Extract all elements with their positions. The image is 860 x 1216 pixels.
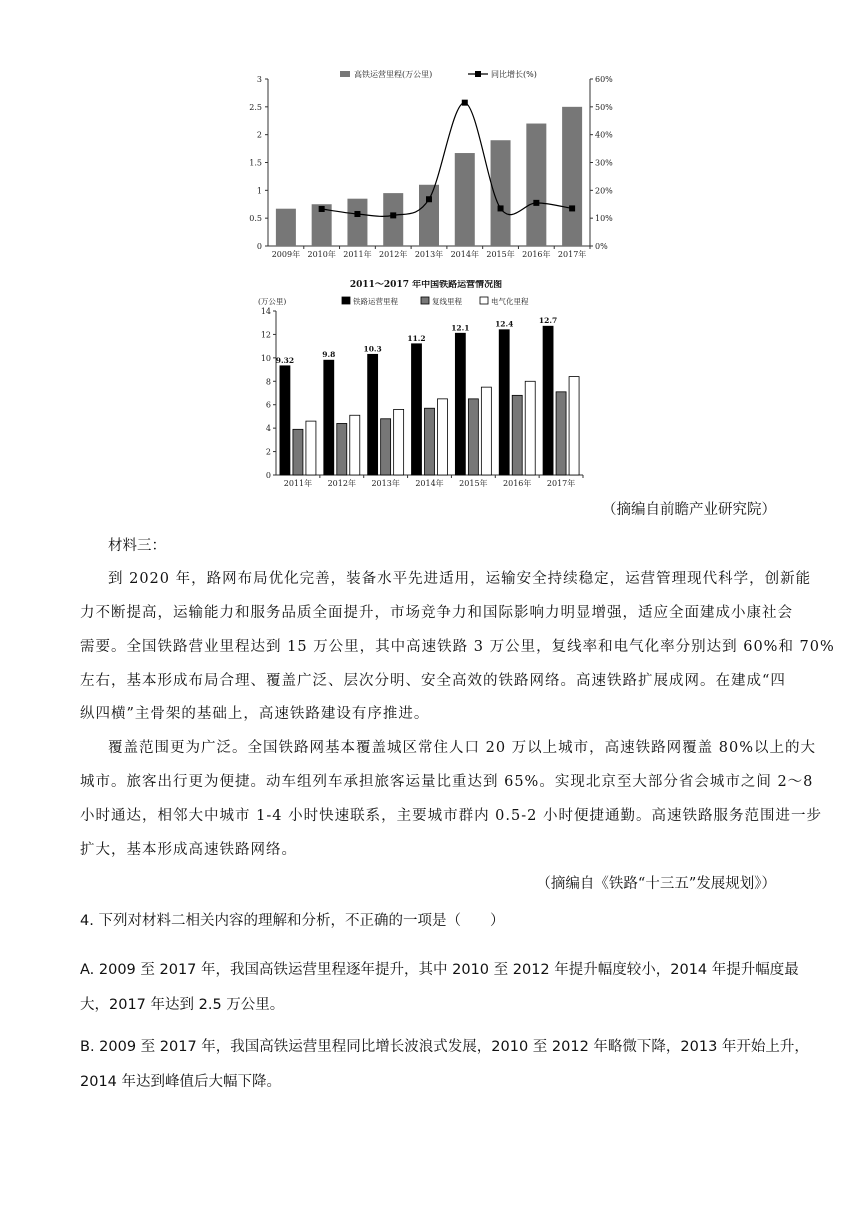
bar-double-track — [381, 419, 391, 475]
y2-tick-label: 60% — [595, 75, 613, 84]
legend-label: 电气化里程 — [491, 297, 529, 306]
legend-swatch-marker — [475, 71, 481, 77]
legend-swatch — [342, 297, 350, 304]
bar-rail-mileage — [280, 366, 290, 475]
bar-hsr-mileage — [419, 185, 439, 246]
y-tick-label: 6 — [265, 400, 271, 410]
paragraph-line: 覆盖范围更为广泛。全国铁路网基本覆盖城区常住人口 20 万以上城市，高速铁路网覆盖 80%以上的大 — [108, 740, 817, 756]
bar-hsr-mileage — [562, 107, 582, 246]
x-tick-label: 2014年 — [415, 479, 444, 488]
data-label: 10.3 — [363, 344, 382, 354]
y-tick-label: 8 — [265, 377, 271, 387]
question-stem: 4. 下列对材料二相关内容的理解和分析，不正确的一项是（ ） — [80, 913, 505, 929]
y2-tick-label: 40% — [595, 130, 613, 140]
data-label: 12.1 — [451, 323, 470, 333]
source-note-1: （摘编自前瞻产业研究院） — [602, 502, 776, 518]
y-tick-label: 3 — [256, 75, 262, 84]
bar-rail-mileage — [324, 360, 334, 475]
x-tick-label: 2013年 — [414, 250, 444, 259]
y-tick-label: 2 — [265, 447, 271, 457]
legend-label: 高铁运营里程(万公里) — [354, 70, 433, 79]
bar-hsr-mileage — [455, 153, 475, 246]
paragraph-line: 扩大，基本形成高速铁路网络。 — [80, 842, 297, 858]
x-tick-label: 2009年 — [271, 250, 301, 259]
data-label: 12.7 — [538, 316, 558, 326]
y-tick-label: 0 — [256, 242, 262, 251]
paragraph-line: 城市。旅客出行更为便捷。动车组列车承担旅客运量比重达到 65%。实现北京至大部分省会城市之间 2～8 — [80, 774, 814, 790]
paragraph-line: 力不断提高，运输能力和服务品质全面提升，市场竞争力和国际影响力明显增强，适应全面建成小康社会 — [80, 605, 793, 621]
bar-rail-mileage — [455, 333, 465, 475]
bar-electrified — [394, 409, 404, 475]
y2-tick-label: 10% — [595, 214, 613, 224]
x-tick-label: 2011年 — [283, 479, 313, 488]
legend-swatch-bar — [340, 71, 350, 77]
legend-label: 复线里程 — [432, 297, 462, 306]
bar-double-track — [425, 408, 435, 475]
x-tick-label: 2012年 — [379, 250, 408, 259]
x-tick-label: 2014年 — [450, 250, 479, 259]
x-tick-label: 2016年 — [503, 479, 532, 488]
x-tick-label: 2015年 — [486, 250, 515, 259]
bar-rail-mileage — [499, 330, 509, 475]
bar-double-track — [512, 395, 522, 475]
bar-rail-mileage — [543, 326, 553, 475]
y-tick-label: 12 — [260, 330, 271, 340]
option-b-line: 2014 年达到峰值后大幅下降。 — [80, 1074, 282, 1090]
growth-point — [498, 205, 504, 211]
bar-electrified — [481, 387, 491, 475]
bar-electrified — [569, 377, 579, 475]
bar-double-track — [556, 392, 566, 475]
option-b-line: B. 2009 至 2017 年，我国高铁运营里程同比增长波浪式发展，2010 至 2012 年略微下降，2013 年开始上升， — [80, 1039, 809, 1055]
bar-electrified — [306, 421, 316, 475]
x-tick-label: 2013年 — [371, 479, 400, 488]
source-note-2: （摘编自《铁路“十三五”发展规划》） — [536, 876, 776, 892]
bar-electrified — [525, 381, 535, 475]
bar-electrified — [350, 415, 360, 475]
legend-label: 同比增长(%) — [491, 70, 537, 79]
growth-point — [426, 196, 432, 202]
y2-tick-label: 30% — [595, 158, 613, 168]
x-tick-label: 2017年 — [557, 250, 587, 259]
paragraph-line: 小时通达，相邻大中城市 1-4 小时快速联系，主要城市群内 0.5-2 小时便捷通勤。高速铁路服务范围进一步 — [80, 808, 822, 824]
x-tick-label: 2017年 — [546, 479, 576, 488]
y-tick-label: 10 — [260, 353, 271, 363]
bar-hsr-mileage — [526, 124, 546, 246]
option-a-line: 大，2017 年达到 2.5 万公里。 — [80, 997, 285, 1013]
data-label: 9.8 — [322, 350, 336, 360]
bar-double-track — [468, 399, 478, 475]
y-tick-label: 1.5 — [249, 158, 262, 168]
growth-point — [462, 100, 468, 106]
bar-electrified — [438, 399, 448, 475]
growth-point — [533, 200, 539, 206]
x-tick-label: 2016年 — [522, 250, 551, 259]
material3-heading: 材料三： — [108, 538, 166, 554]
paragraph-line: 需要。全国铁路营业里程达到 15 万公里，其中高速铁路 3 万公里，复线率和电气化率分别达到 60%和 70% — [80, 639, 835, 655]
y-tick-label: 14 — [260, 307, 271, 316]
growth-point — [390, 212, 396, 218]
growth-point — [569, 205, 575, 211]
high-speed-rail-chart — [248, 62, 618, 268]
y-tick-label: 1 — [256, 186, 262, 196]
bar-hsr-mileage — [491, 140, 511, 246]
bar-double-track — [293, 429, 303, 475]
option-a-line: A. 2009 至 2017 年，我国高铁运营里程逐年提升，其中 2010 至 2012 年提升幅度较小，2014 年提升幅度最 — [80, 962, 799, 978]
chart-title: 2011～2017 年中国铁路运营情况图 — [349, 280, 503, 290]
growth-point — [354, 211, 360, 217]
growth-point — [319, 206, 325, 212]
y2-tick-label: 50% — [595, 102, 613, 112]
data-label: 9.32 — [275, 355, 295, 365]
legend-label: 铁路运营里程 — [353, 297, 398, 306]
x-tick-label: 2010年 — [307, 250, 336, 259]
x-tick-label: 2012年 — [327, 479, 356, 488]
railway-operation-chart — [256, 280, 596, 490]
bar-hsr-mileage — [347, 199, 367, 246]
bar-hsr-mileage — [383, 193, 403, 246]
y-axis-label: (万公里) — [258, 297, 287, 306]
bar-double-track — [337, 423, 347, 475]
y-tick-label: 4 — [265, 424, 271, 434]
y2-tick-label: 0% — [595, 242, 608, 251]
paragraph-line: 到 2020 年，路网布局优化完善，装备水平先进适用，运输安全持续稳定，运营管理现代科学，创新能 — [108, 571, 812, 587]
bar-rail-mileage — [368, 354, 378, 475]
paragraph-line: 纵四横”主骨架的基础上，高速铁路建设有序推进。 — [80, 706, 430, 722]
legend-swatch — [480, 297, 488, 304]
paragraph-line: 左右，基本形成布局合理、覆盖广泛、层次分明、安全高效的铁路网络。高速铁路扩展成网。在建成“四 — [80, 673, 786, 689]
x-tick-label: 2015年 — [459, 479, 488, 488]
y-tick-label: 0 — [265, 471, 271, 480]
data-label: 11.2 — [407, 333, 426, 343]
y-tick-label: 2.5 — [249, 102, 262, 112]
x-tick-label: 2011年 — [343, 250, 372, 259]
data-label: 12.4 — [495, 319, 514, 329]
bar-hsr-mileage — [276, 209, 296, 246]
bar-rail-mileage — [412, 344, 422, 475]
legend-swatch — [421, 297, 429, 304]
y2-tick-label: 20% — [595, 186, 613, 196]
y-tick-label: 2 — [256, 130, 262, 140]
y-tick-label: 0.5 — [249, 214, 262, 224]
